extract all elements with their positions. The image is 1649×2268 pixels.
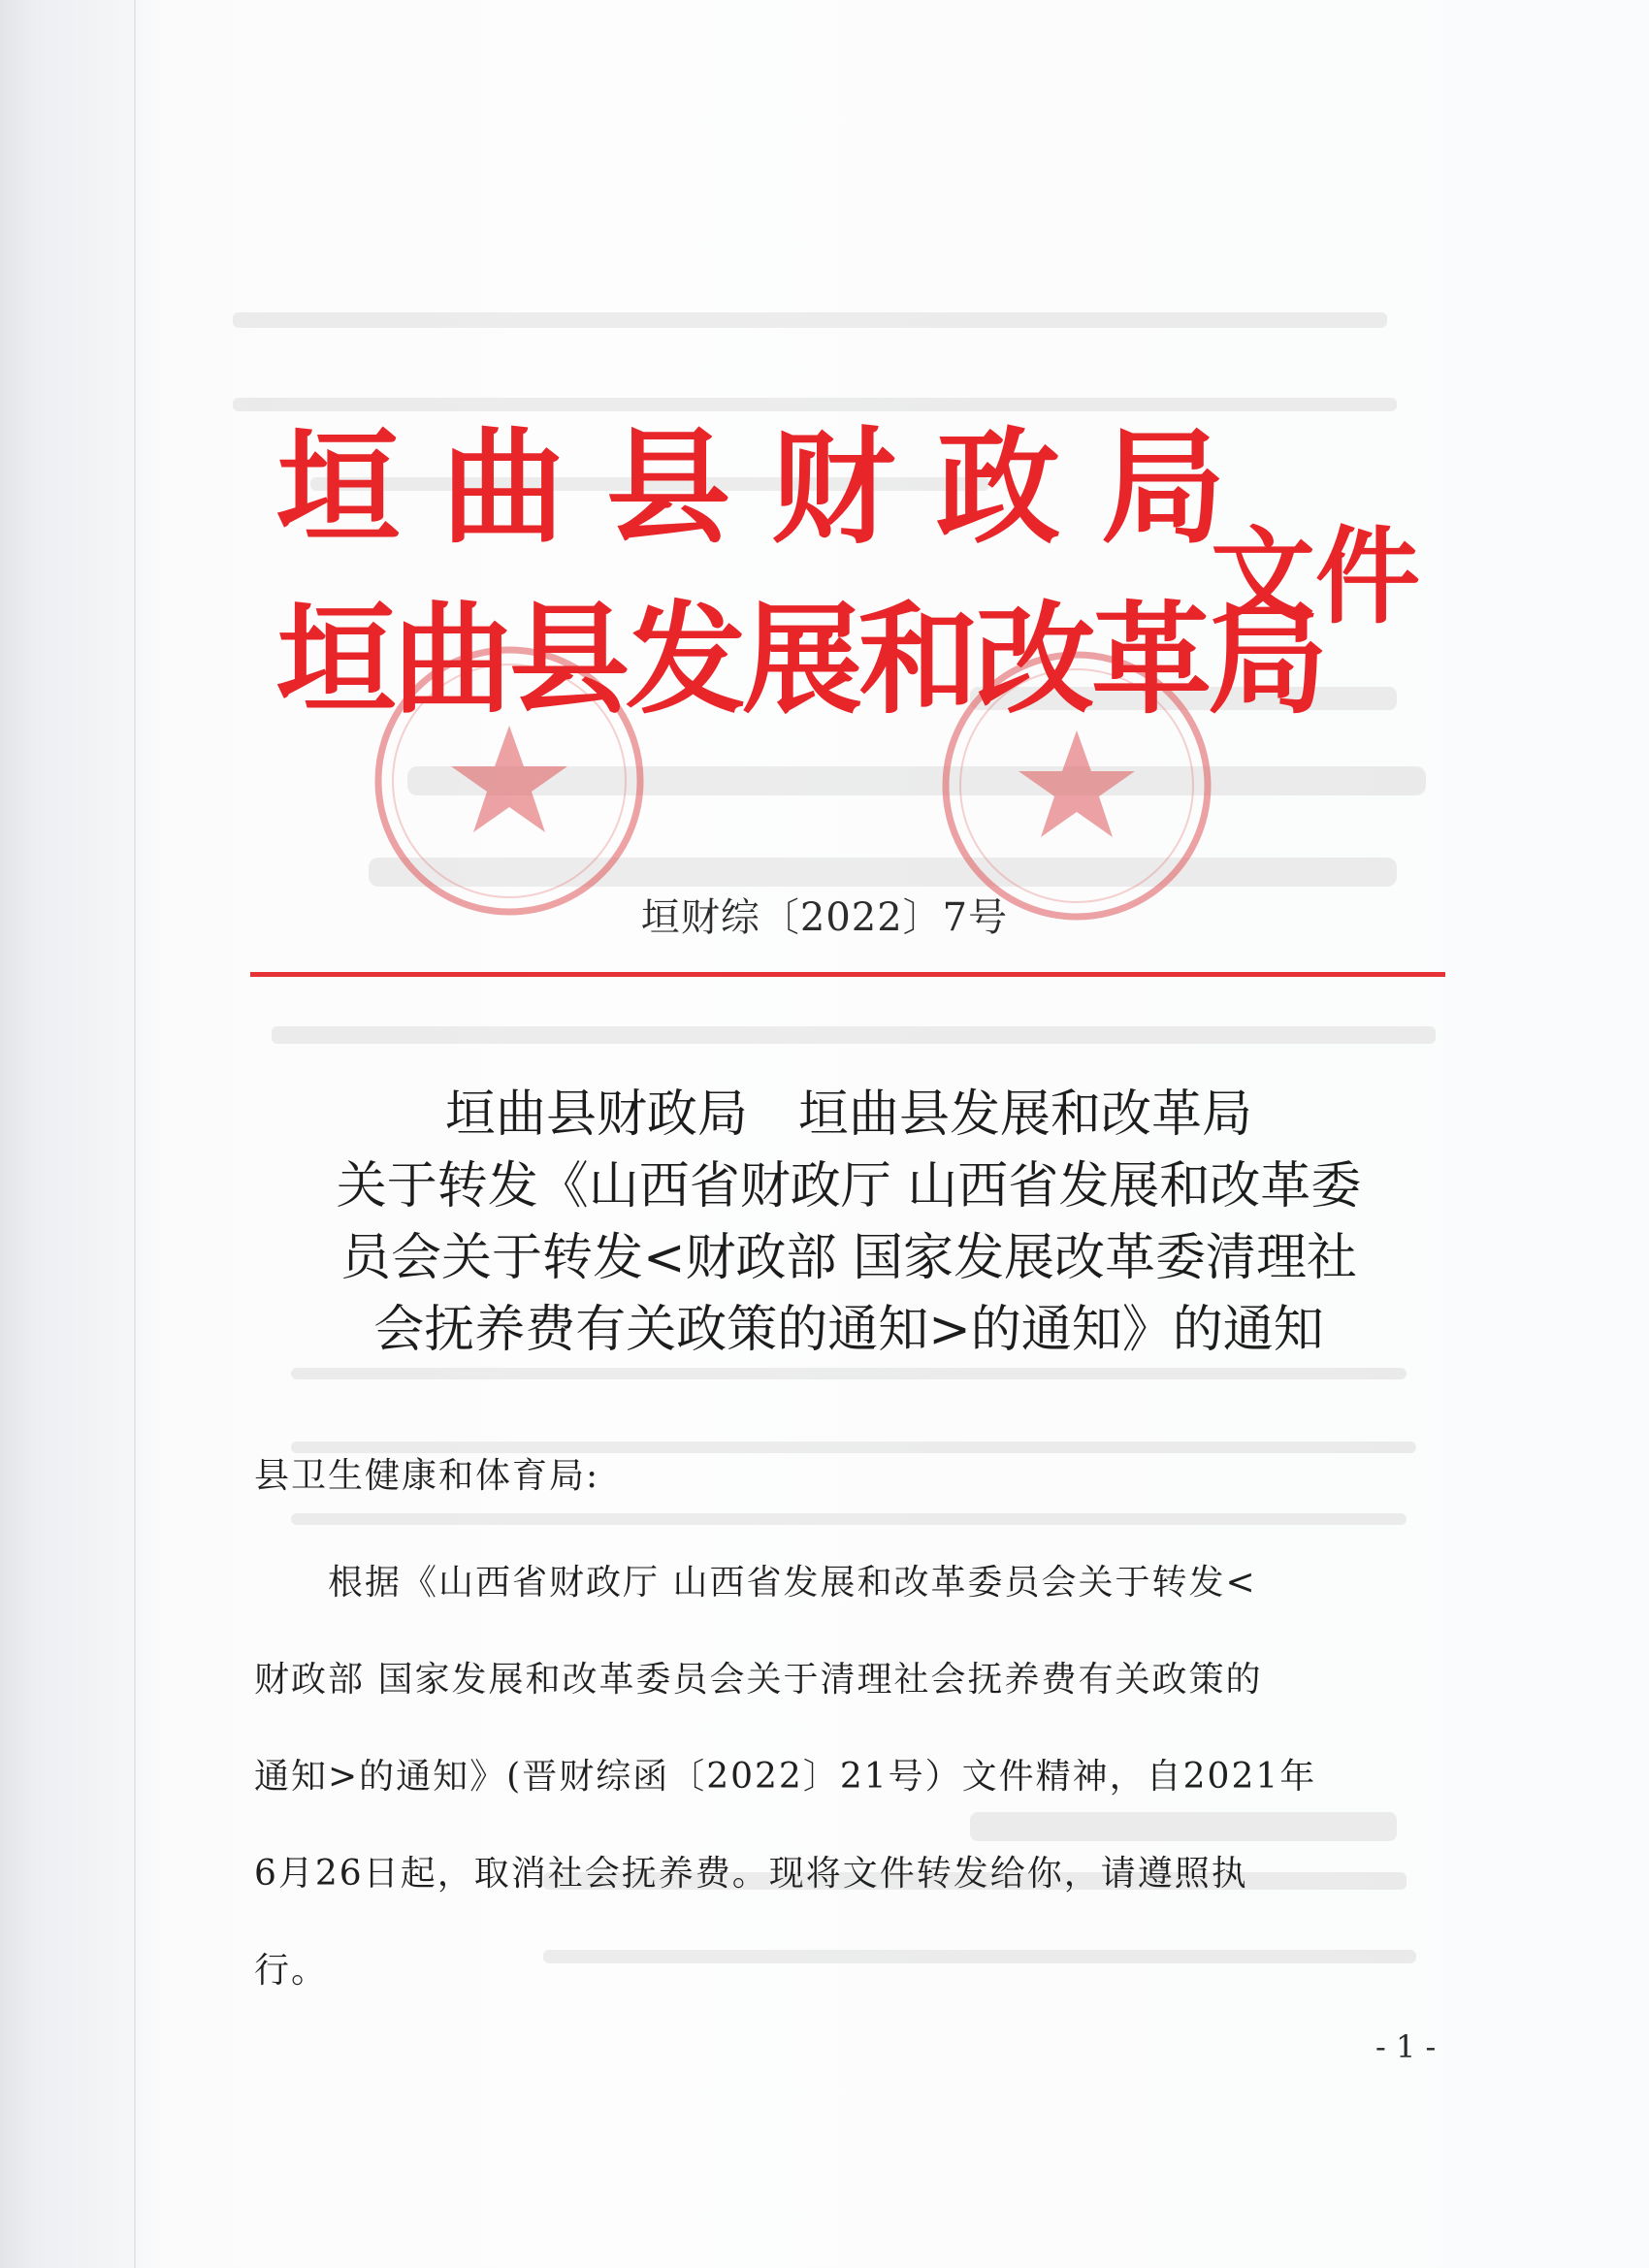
body-line: 通知>的通知》(晋财综函〔2022〕21号）文件精神，自2021年 xyxy=(254,1757,1317,1797)
body-paragraph xyxy=(254,1535,1453,2020)
body-line: 6月26日起，取消社会抚养费。现将文件转发给你，请遵照执 xyxy=(254,1854,1248,1894)
document-number: 垣财综〔2022〕7号 xyxy=(640,895,1009,940)
body-line: 根据《山西省财政厅 山西省发展和改革委员会关于转发< xyxy=(254,1563,1257,1603)
letterhead-development-reform-bureau: 垣曲县发展和改革局 xyxy=(276,590,1325,730)
title-line: 垣曲县财政局 垣曲县发展和改革局 xyxy=(444,1085,1252,1144)
recipient-line: 县卫生健康和体育局: xyxy=(254,1456,600,1496)
title-line: 会抚养费有关政策的通知>的通知》的通知 xyxy=(373,1301,1324,1359)
letterhead-document-suffix: 文件 xyxy=(1211,516,1421,638)
body-line: 财政部 国家发展和改革委员会关于清理社会抚养费有关政策的 xyxy=(254,1660,1263,1700)
document-title xyxy=(223,1079,1474,1366)
title-line: 关于转发《山西省财政厅 山西省发展和改革委 xyxy=(336,1157,1362,1215)
page-number: - 1 - xyxy=(1375,2028,1437,2065)
red-separator-rule xyxy=(250,972,1445,977)
title-line: 员会关于转发<财政部 国家发展改革委清理社 xyxy=(340,1229,1358,1287)
letterhead-finance-bureau: 垣曲县财政局 xyxy=(276,415,1267,561)
body-line: 行。 xyxy=(254,1951,329,1991)
